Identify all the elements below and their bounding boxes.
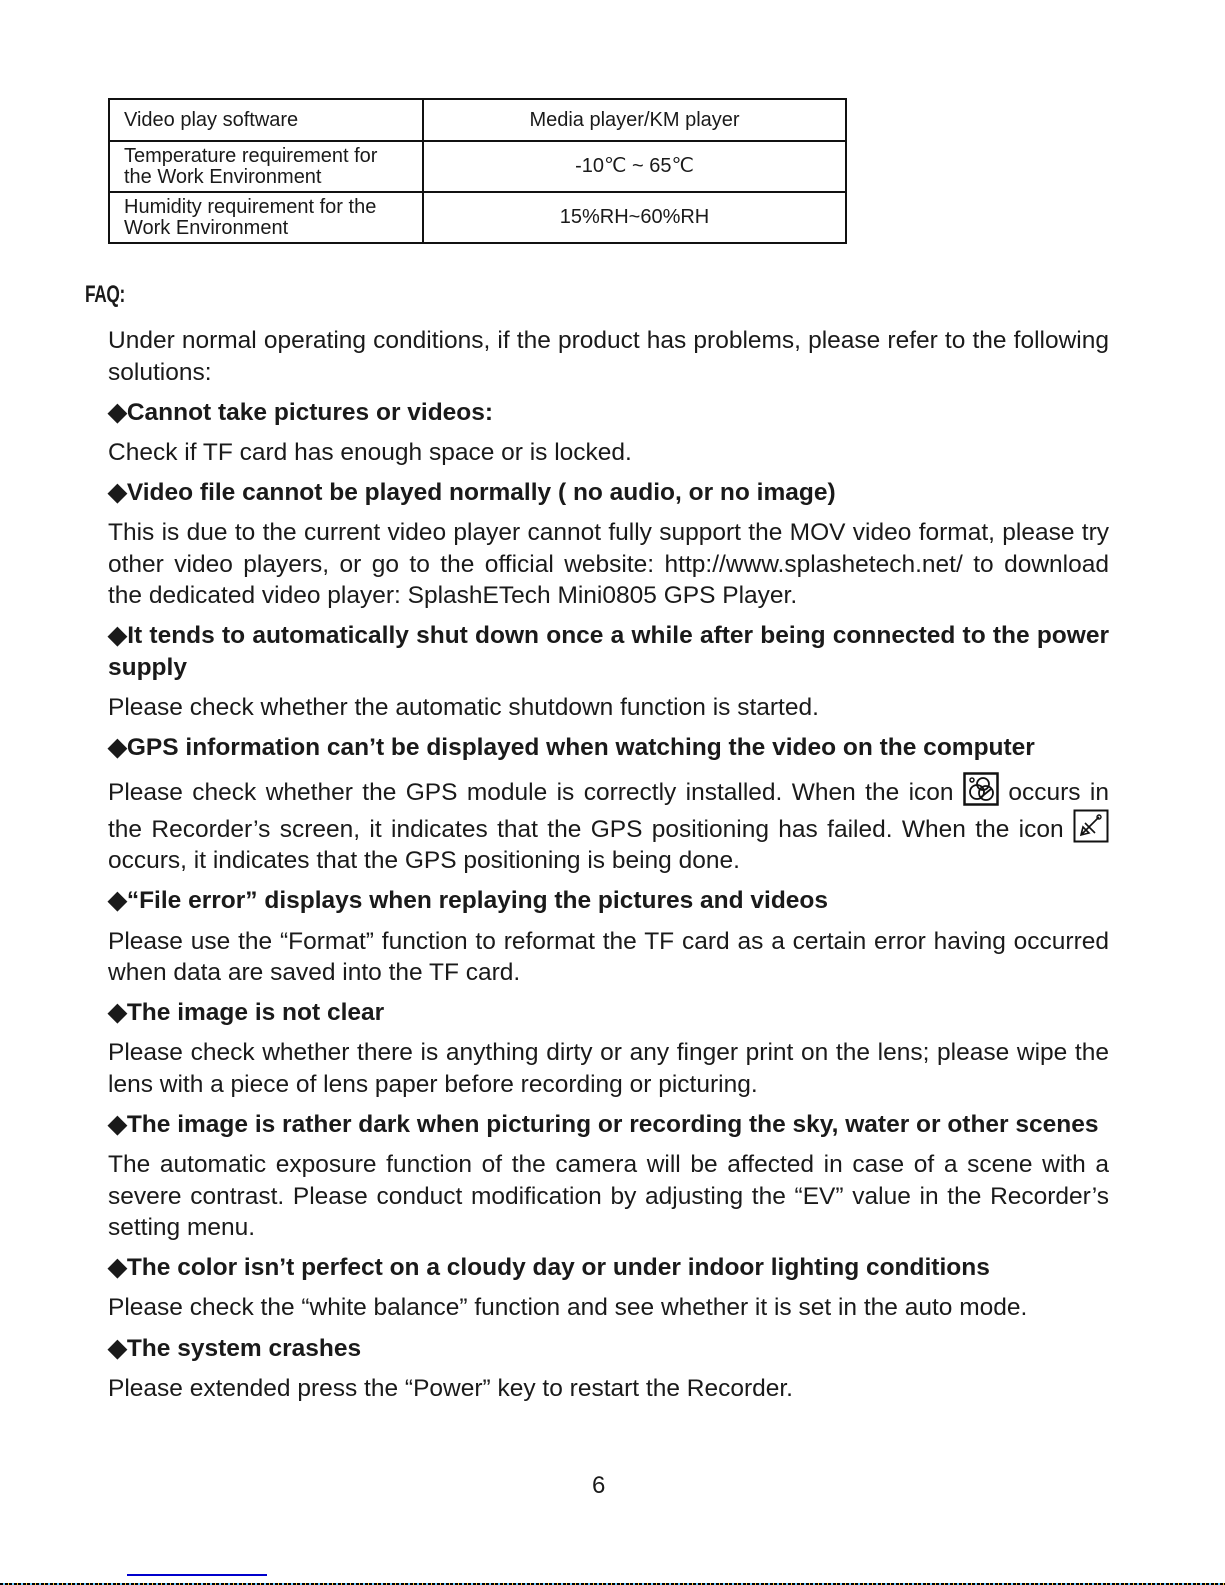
answer-text: occurs in the Recorder’s screen, it indicates that the GPS positioning has failed. When the icon [108,779,1110,843]
faq-question: ◆The system crashes [108,1334,362,1362]
faq-question: ◆It tends to automatically shut down once a while after being connected to the power supply [108,622,1109,681]
faq-question: ◆The color isn’t perfect on a cloudy day or under indoor lighting conditions [108,1254,990,1282]
table-row [109,192,846,243]
spec-value: Media player/KM player [423,99,846,141]
faq-answer: This is due to the current video player cannot fully support the MOV video format, please try other video players, or go to the official website: http://www.splashetech.net/ to download the dedicated video player: SplashETech Mini0805 GPS Player. [108,518,1109,610]
faq-answer: Please check the “white balance” function and see whether it is set in the auto mode. [108,1294,1028,1322]
gps-failed-icon [963,772,999,806]
faq-question: ◆Cannot take pictures or videos: [108,398,494,426]
spec-label: Video play software [109,99,423,141]
faq-answer: The automatic exposure function of the camera will be affected in case of a scene with a severe contrast. Please conduct modification by adjusting the “EV” value in the Recorder’s setting menu. [108,1151,1109,1242]
page-number: 6 [592,1472,606,1499]
faq-answer [108,772,1109,877]
faq-question: ◆The image is not clear [108,999,385,1027]
faq-question: ◆“File error” displays when replaying the pictures and videos [108,887,829,915]
faq-question: ◆The image is rather dark when picturing or recording the sky, water or other scenes [108,1110,1099,1138]
spec-value: -10℃ ~ 65℃ [423,141,846,192]
faq-question: ◆Video file cannot be played normally ( no audio, or no image) [108,478,836,506]
table-row [109,99,846,141]
spec-table [108,98,847,244]
faq-answer: Please extended press the “Power” key to restart the Recorder. [108,1374,793,1402]
table-row [109,141,846,192]
spec-label: Temperature requirement for the Work Environment [109,141,423,192]
gps-searching-icon [1073,809,1109,843]
spec-label: Humidity requirement for the Work Environment [109,192,423,243]
footer-link-underline [127,1574,267,1576]
faq-question: ◆GPS information can’t be displayed when watching the video on the computer [108,734,1035,762]
faq-answer: Please use the “Format” function to reformat the TF card as a certain error having occurred when data are saved into the TF card. [108,927,1109,987]
faq-answer: Please check whether the automatic shutdown function is started. [108,693,819,721]
spec-value: 15%RH~60%RH [423,192,846,243]
faq-list [108,325,1109,1413]
faq-intro: Under normal operating conditions, if the product has problems, please refer to the following solutions: [108,327,1109,386]
faq-heading: FAQ: [85,281,125,308]
answer-text: occurs, it indicates that the GPS positioning is being done. [108,847,740,875]
answer-text: Please check whether the GPS module is correctly installed. When the icon [108,779,963,807]
faq-answer: Please check whether there is anything dirty or any finger print on the lens; please wipe the lens with a piece of lens paper before recording or picturing. [108,1039,1109,1098]
faq-answer: Check if TF card has enough space or is locked. [108,438,632,466]
